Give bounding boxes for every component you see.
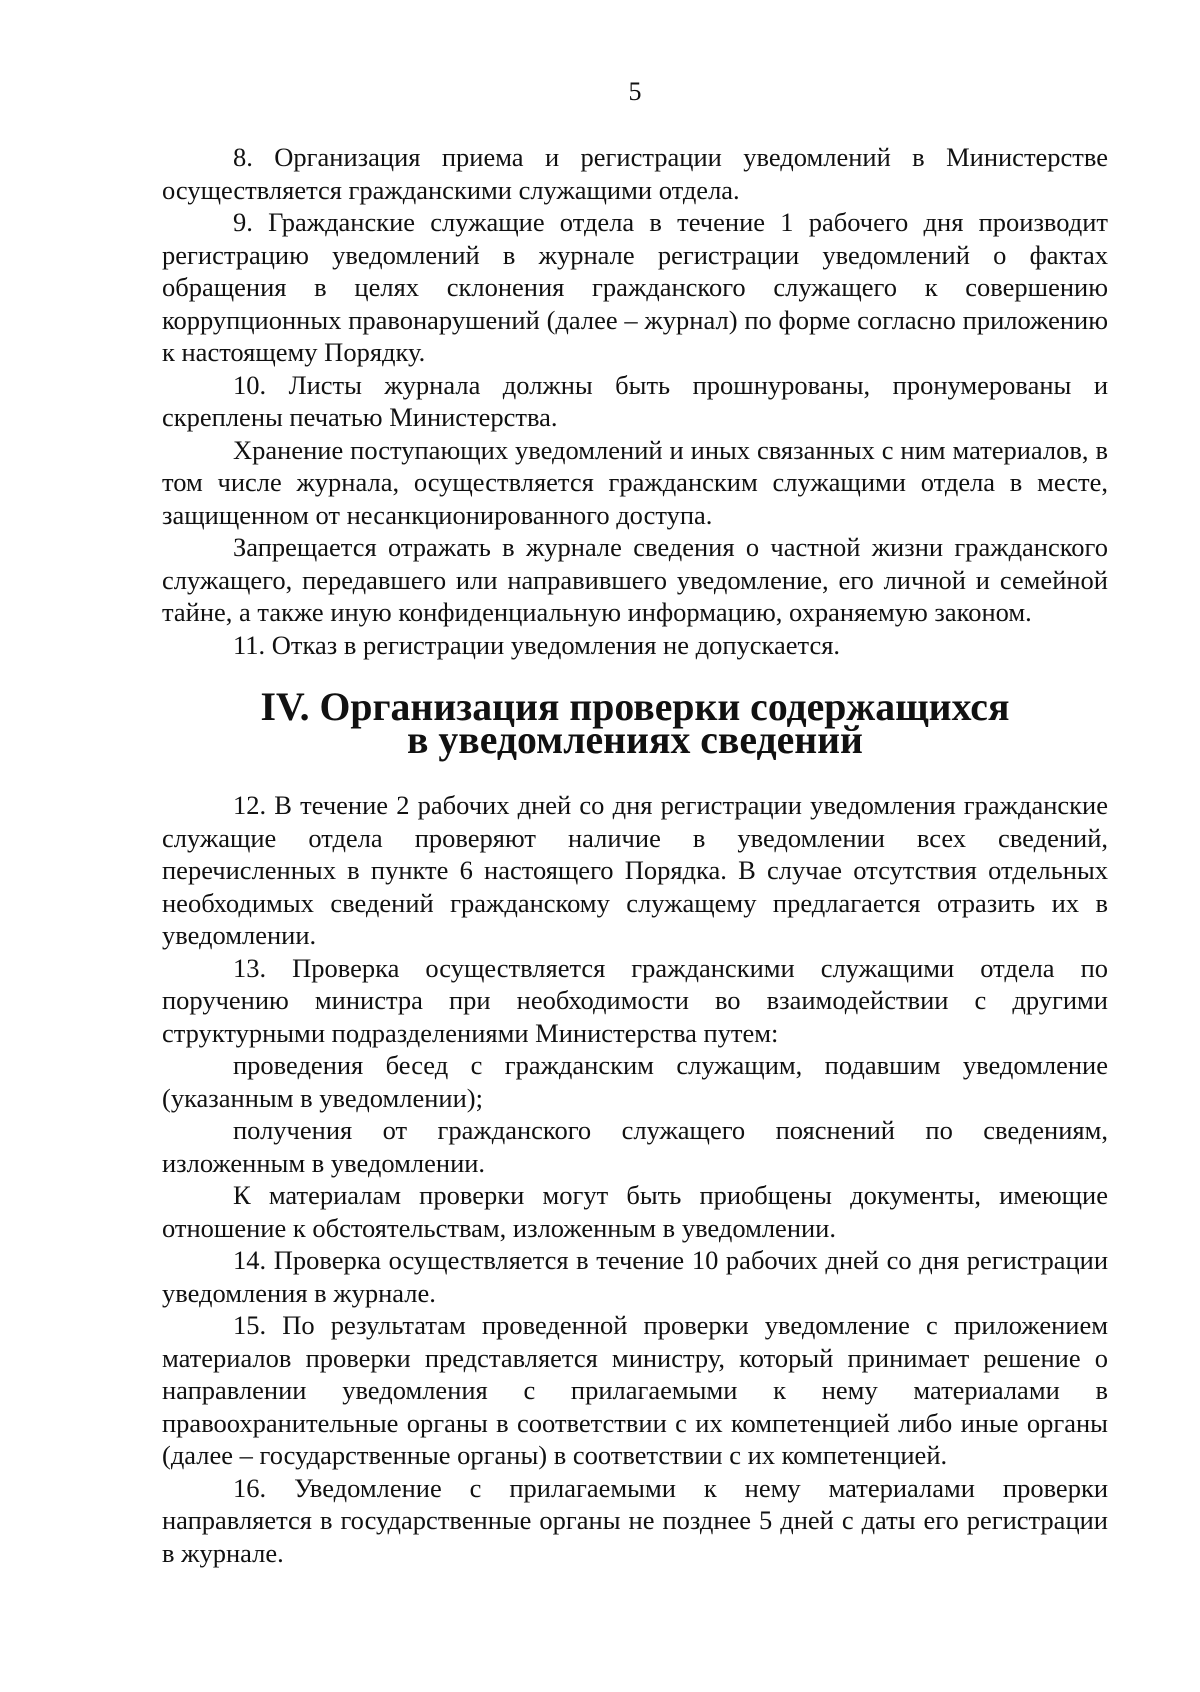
paragraph-13-item-conversations: проведения бесед с гражданским служащим, подавшим уведомление (указанным в уведомлении); <box>162 1050 1108 1113</box>
section-heading-line-2: в уведомлениях сведений <box>407 718 863 762</box>
paragraph-11: 11. Отказ в регистрации уведомления не допускается. <box>233 629 841 660</box>
paragraph-prohibition: Запрещается отражать в журнале сведения о частной жизни гражданского служащего, передавшего или направившего уведомление, его личной и семейной тайне, а также иную конфиденциальную информацию, охраняемую законом. <box>162 532 1108 627</box>
document-body <box>162 141 1108 1569</box>
section-heading <box>162 661 1108 789</box>
paragraph-9: 9. Гражданские служащие отдела в течение 1 рабочего дня производит регистрацию уведомлений в журнале регистрации уведомлений о фактах обращения в целях склонения гражданского служащего к совершению коррупционных правонарушений (далее – журнал) по форме согласно приложению к настоящему Порядку. <box>162 207 1108 367</box>
paragraph-8: 8. Организация приема и регистрации уведомлений в Министерстве осуществляется гражданскими служащими отдела. <box>162 142 1108 205</box>
paragraph-14: 14. Проверка осуществляется в течение 10 рабочих дней со дня регистрации уведомления в журнале. <box>162 1245 1108 1308</box>
paragraph-13-item-explanations: получения от гражданского служащего пояснений по сведениям, изложенным в уведомлении. <box>162 1115 1108 1178</box>
paragraph-storage: Хранение поступающих уведомлений и иных связанных с ним материалов, в том числе журнала, осуществляется гражданским служащими отдела в месте, защищенном от несанкционированного доступа. <box>162 434 1108 530</box>
paragraph-10: 10. Листы журнала должны быть прошнурованы, пронумерованы и скреплены печатью Министерства. <box>162 369 1108 432</box>
paragraph-15: 15. По результатам проведенной проверки уведомление с приложением материалов проверки представляется министру, который принимает решение о направлении уведомления с прилагаемыми к нему материалами в правоохранительные органы в соответствии с их компетенцией либо иные органы (далее – государственные органы) в соответствии с их компетенцией. <box>162 1310 1108 1470</box>
paragraph-materials: К материалам проверки могут быть приобщены документы, имеющие отношение к обстоятельствам, изложенным в уведомлении. <box>162 1180 1108 1243</box>
paragraph-16: 16. Уведомление с прилагаемыми к нему материалами проверки направляется в государственные органы не позднее 5 дней с даты его регистрации в журнале. <box>162 1472 1108 1568</box>
section-heading-line-1: IV. Организация проверки содержащихся <box>260 685 1010 729</box>
page-number: 5 <box>628 77 642 106</box>
paragraph-12: 12. В течение 2 рабочих дней со дня регистрации уведомления гражданские служащие отдела проверяют наличие в уведомлении всех сведений, перечисленных в пункте 6 настоящего Порядка. В случае отсутствия отдельных необходимых сведений гражданскому служащему предлагается отразить их в уведомлении. <box>162 790 1108 950</box>
paragraph-13: 13. Проверка осуществляется гражданскими служащими отдела по поручению министра при необходимости во взаимодействии с другими структурными подразделениями Министерства путем: <box>162 952 1108 1048</box>
